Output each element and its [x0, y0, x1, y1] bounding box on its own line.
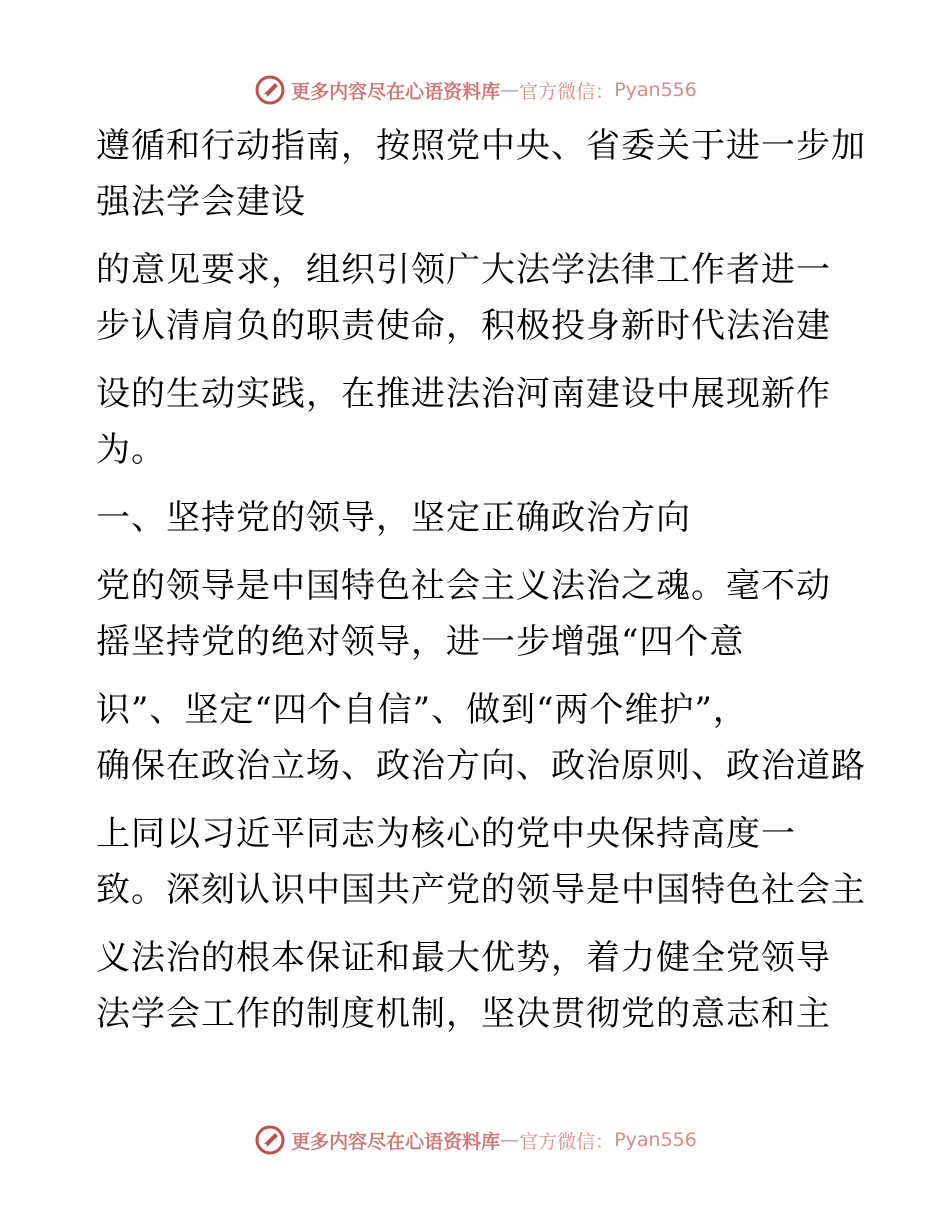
document-body — [96, 118, 896, 1042]
watermark-separator: — — [500, 79, 520, 101]
body-line: 识”、坚定“四个自信”、做到“两个维护”， — [96, 690, 748, 730]
body-line: 摇坚持党的绝对领导，进一步增强“四个意 — [96, 622, 745, 662]
body-line: 确保在政治立场、政治方向、政治原则、政治道路 — [96, 746, 866, 786]
watermark-official: 官方微信： — [519, 1130, 615, 1153]
header-watermark — [0, 70, 950, 110]
watermark-separator: — — [500, 1129, 520, 1151]
body-line: 上同以习近平同志为核心的党中央保持高度一 — [96, 814, 796, 854]
logo-icon — [253, 1123, 287, 1157]
section-heading: 一、坚持党的领导，坚定正确政治方向 — [96, 498, 691, 538]
body-line: 为。 — [96, 430, 166, 470]
body-line: 法学会工作的制度机制，坚决贯彻党的意志和主 — [96, 994, 831, 1034]
watermark-wechat: Pyan556 — [614, 79, 697, 101]
body-line: 步认清肩负的职责使命，积极投身新时代法治建 — [96, 306, 831, 346]
body-line: 遵循和行动指南，按照党中央、省委关于进一步加 — [96, 126, 866, 166]
body-line: 设的生动实践，在推进法治河南建设中展现新作 — [96, 374, 831, 414]
watermark-wechat: Pyan556 — [614, 1129, 697, 1151]
watermark-official: 官方微信： — [519, 80, 615, 103]
body-line: 的意见要求，组织引领广大法学法律工作者进一 — [96, 250, 831, 290]
body-line: 党的领导是中国特色社会主义法治之魂。毫不动 — [96, 566, 831, 606]
body-line: 致。深刻认识中国共产党的领导是中国特色社会主 — [96, 870, 866, 910]
logo-icon — [253, 73, 287, 107]
footer-watermark — [0, 1120, 950, 1160]
watermark-brand: 更多内容尽在心语资料库 — [291, 1130, 501, 1153]
body-line: 强法学会建设 — [96, 182, 306, 222]
body-line: 义法治的根本保证和最大优势，着力健全党领导 — [96, 938, 831, 978]
watermark-brand: 更多内容尽在心语资料库 — [291, 80, 501, 103]
